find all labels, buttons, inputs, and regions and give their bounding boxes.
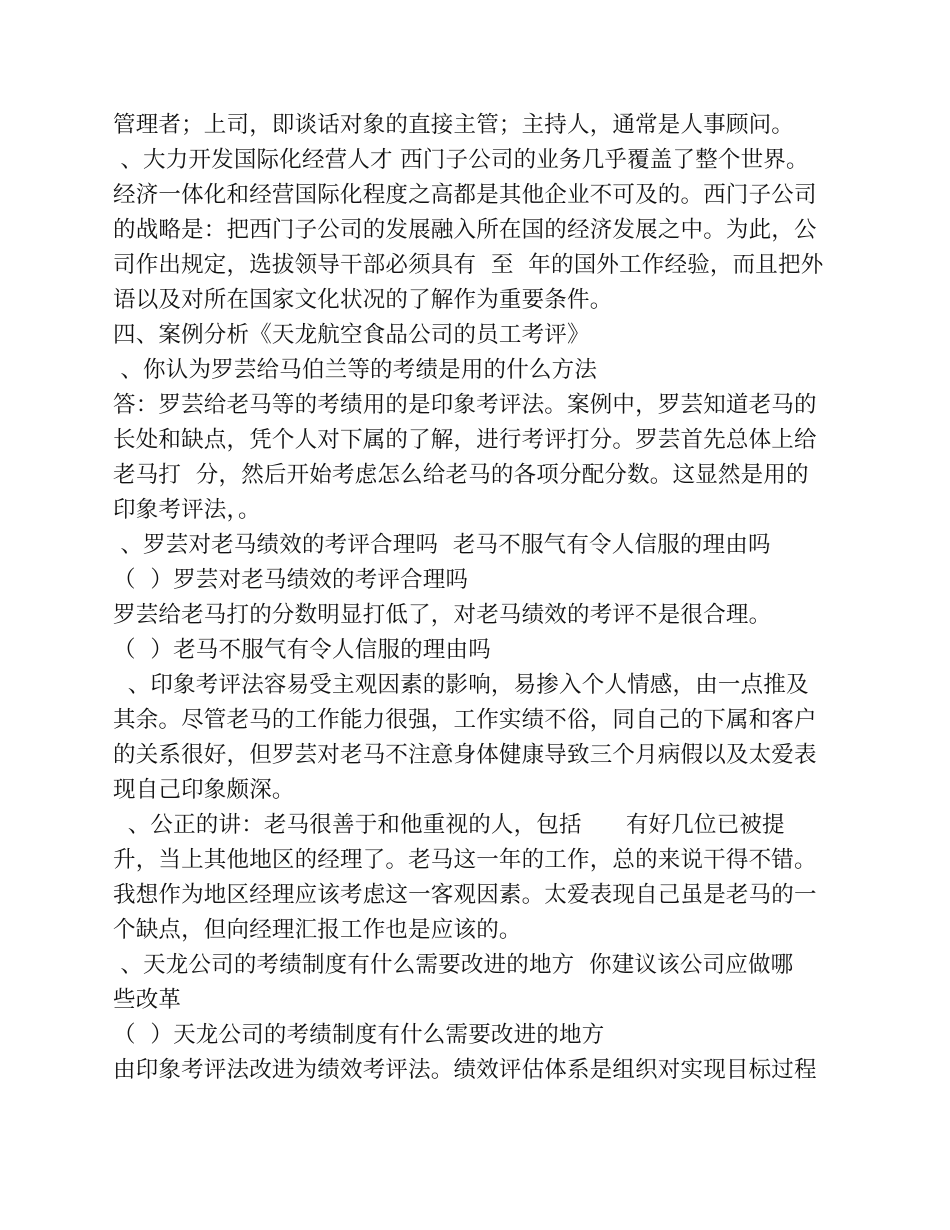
text-line: 、印象考评法容易受主观因素的影响，易掺入个人情感，由一点推及 xyxy=(113,672,809,698)
text-line: 、大力开发国际化经营人才 西门子公司的业务几乎覆盖了整个世界。 xyxy=(113,147,809,173)
text-line: 答：罗芸给老马等的考绩用的是印象考评法。案例中，罗芸知道老马的 xyxy=(113,392,817,418)
text-line: 个缺点，但向经理汇报工作也是应该的。 xyxy=(113,917,522,943)
text-line: 其余。尽管老马的工作能力很强，工作实绩不俗，同自己的下属和客户 xyxy=(113,707,817,733)
text-line: 管理者；上司，即谈话对象的直接主管；主持人，通常是人事顾问。 xyxy=(113,112,795,138)
text-line: 司作出规定，选拔领导干部必须具有 至 年的国外工作经验，而且把外 xyxy=(113,252,824,278)
section-heading: 四、案例分析《天龙航空食品公司的员工考评》 xyxy=(113,322,590,348)
sub-question-line: （ ）天龙公司的考绩制度有什么需要改进的地方 xyxy=(113,1022,605,1048)
text-line: 升，当上其他地区的经理了。老马这一年的工作，总的来说干得不错。 xyxy=(113,847,817,873)
text-line: 、公正的讲：老马很善于和他重视的人，包括 有好几位已被提 xyxy=(113,812,785,838)
text-line: 印象考评法，。 xyxy=(113,497,261,523)
question-line: 些改革 xyxy=(113,987,182,1013)
question-line: 、你认为罗芸给马伯兰等的考绩是用的什么方法 xyxy=(113,357,598,383)
text-line: 的战略是：把西门子公司的发展融入所在国的经济发展之中。为此，公 xyxy=(113,217,817,243)
text-line: 罗芸给老马打的分数明显打低了，对老马绩效的考评不是很合理。 xyxy=(113,602,772,628)
question-line: 、罗芸对老马绩效的考评合理吗 老马不服气有令人信服的理由吗 xyxy=(113,532,771,558)
text-line: 老马打 分，然后开始考虑怎么给老马的各项分配分数。这显然是用的 xyxy=(113,462,809,488)
text-line: 语以及对所在国家文化状况的了解作为重要条件。 xyxy=(113,287,613,313)
text-line: 我想作为地区经理应该考虑这一客观因素。太爱表现自己虽是老马的一 xyxy=(113,882,817,908)
sub-question-line: （ ）罗芸对老马绩效的考评合理吗 xyxy=(113,567,469,593)
text-line: 的关系很好，但罗芸对老马不注意身体健康导致三个月病假以及太爱表 xyxy=(113,742,817,768)
text-line: 现自己印象颇深。 xyxy=(113,777,295,803)
text-line: 经济一体化和经营国际化程度之高都是其他企业不可及的。西门子公司 xyxy=(113,182,817,208)
sub-question-line: （ ）老马不服气有令人信服的理由吗 xyxy=(113,637,491,663)
text-line: 由印象考评法改进为绩效考评法。绩效评估体系是组织对实现目标过程 xyxy=(113,1057,817,1083)
text-line: 长处和缺点，凭个人对下属的了解，进行考评打分。罗芸首先总体上给 xyxy=(113,427,817,453)
question-line: 、天龙公司的考绩制度有什么需要改进的地方 你建议该公司应做哪 xyxy=(113,952,794,978)
